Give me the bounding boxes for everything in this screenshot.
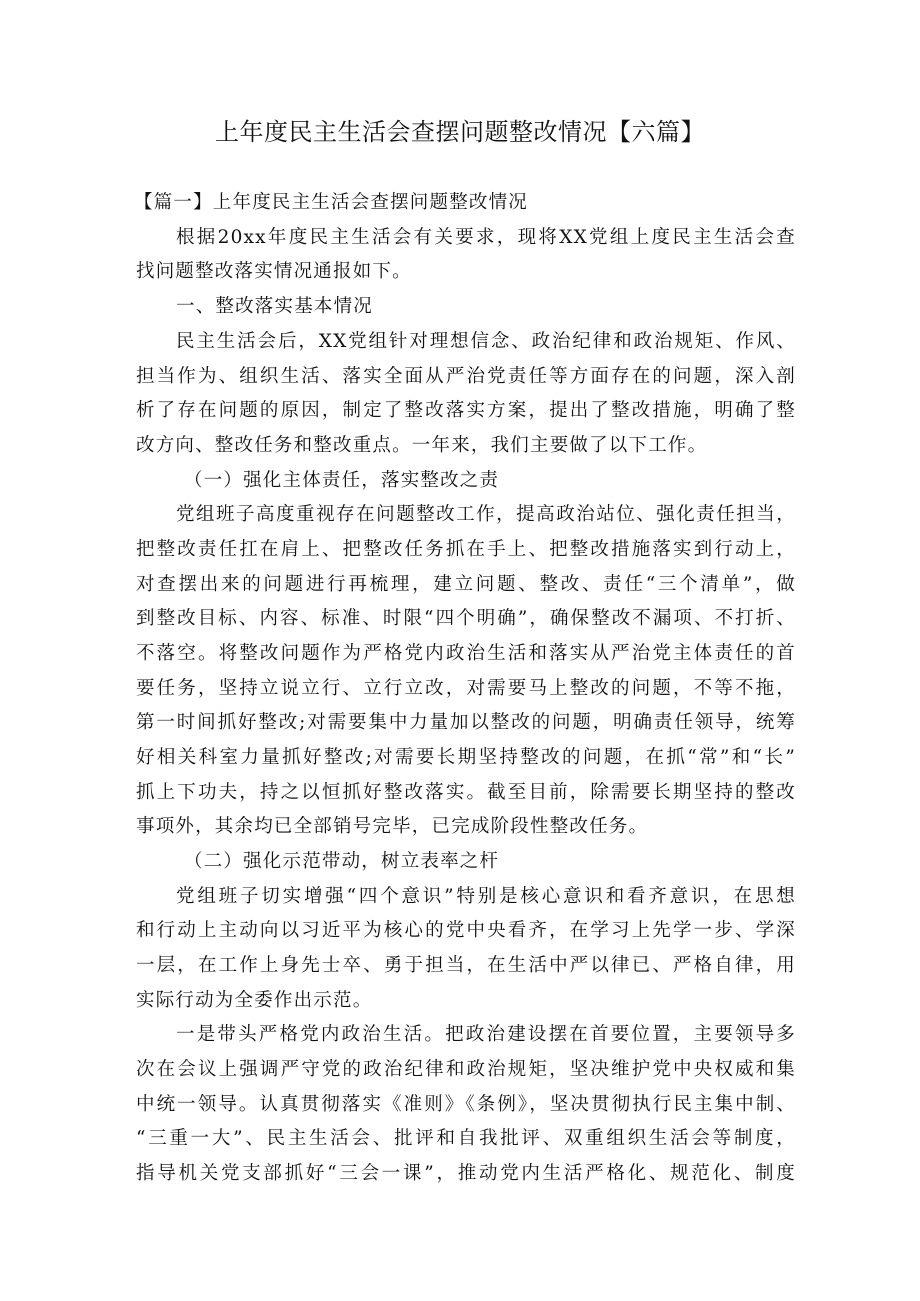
- paragraph-line: 实际行动为全委作出示范。: [136, 990, 373, 1011]
- paragraph-line: 不落空。将整改问题作为严格党内政治生活和落实从严治党主体责任的首: [136, 643, 796, 664]
- paragraph-line: 好相关科室力量抓好整改;对需要长期坚持整改的问题，在抓“常”和“长”: [136, 747, 796, 768]
- paragraph-line: 事项外，其余均已全部销号完毕，已完成阶段性整改任务。: [136, 816, 649, 837]
- paragraph-line: “三重一大”、民主生活会、批评和自我批评、双重组织生活会等制度，: [136, 1128, 796, 1149]
- paragraph-line: 党组班子切实增强“四个意识”特别是核心意识和看齐意识，在思想: [176, 886, 796, 907]
- paragraph-line: 到整改目标、内容、标准、时限“四个明确”，确保整改不漏项、不打折、: [136, 608, 796, 629]
- paragraph-line: 对查摆出来的问题进行再梳理，建立问题、整改、责任“三个清单”，做: [136, 574, 796, 595]
- paragraph-line: 要任务，坚持立说立行、立行立改，对需要马上整改的问题，不等不拖，: [136, 678, 796, 699]
- paragraph-line: 和行动上主动向以习近平为核心的党中央看齐，在学习上先学一步、学深: [136, 920, 796, 941]
- paragraph-line: 析了存在问题的原因，制定了整改落实方案，提出了整改措施，明确了整: [136, 400, 796, 421]
- section-heading-part-one: 【篇一】上年度民主生活会查摆问题整改情况: [134, 192, 529, 213]
- paragraph-line: 次在会议上强调严守党的政治纪律和政治规矩，坚决维护党中央权威和集: [136, 1059, 796, 1080]
- paragraph-line: 改方向、整改任务和整改重点。一年来，我们主要做了以下工作。: [136, 435, 708, 456]
- paragraph-line: 民主生活会后，XX党组针对理想信念、政治纪律和政治规矩、作风、: [176, 331, 796, 352]
- document-title: 上年度民主生活会查摆问题整改情况【六篇】: [215, 118, 705, 146]
- paragraph-line: 指导机关党支部抓好“三会一课”，推动党内生活严格化、规范化、制度: [136, 1163, 796, 1184]
- paragraph-line: 一层，在工作上身先士卒、勇于担当，在生活中严以律已、严格自律，用: [136, 955, 796, 976]
- paragraph-line: 一是带头严格党内政治生活。把政治建设摆在首要位置，主要领导多: [176, 1024, 796, 1045]
- paragraph-line: 根据20xx年度民主生活会有关要求，现将XX党组上度民主生活会查: [176, 227, 796, 248]
- paragraph-line: 把整改责任扛在肩上、把整改任务抓在手上、把整改措施落实到行动上，: [136, 539, 796, 560]
- paragraph-line: 中统一领导。认真贯彻落实《准则》《条例》，坚决贯彻执行民主集中制、: [136, 1094, 796, 1115]
- subsection-heading: （二）强化示范带动，树立表率之杆: [184, 851, 500, 872]
- subsection-heading: （一）强化主体责任，落实整改之责: [184, 470, 500, 491]
- section-heading: 一、整改落实基本情况: [176, 296, 374, 317]
- paragraph-line: 党组班子高度重视存在问题整改工作，提高政治站位、强化责任担当，: [176, 504, 796, 525]
- paragraph-line: 找问题整改落实情况通报如下。: [136, 261, 412, 282]
- paragraph-line: 担当作为、组织生活、落实全面从严治党责任等方面存在的问题，深入剖: [136, 366, 796, 387]
- paragraph-line: 第一时间抓好整改;对需要集中力量加以整改的问题，明确责任领导，统筹: [136, 712, 796, 733]
- paragraph-line: 抓上下功夫，持之以恒抓好整改落实。截至目前，除需要长期坚持的整改: [136, 782, 796, 803]
